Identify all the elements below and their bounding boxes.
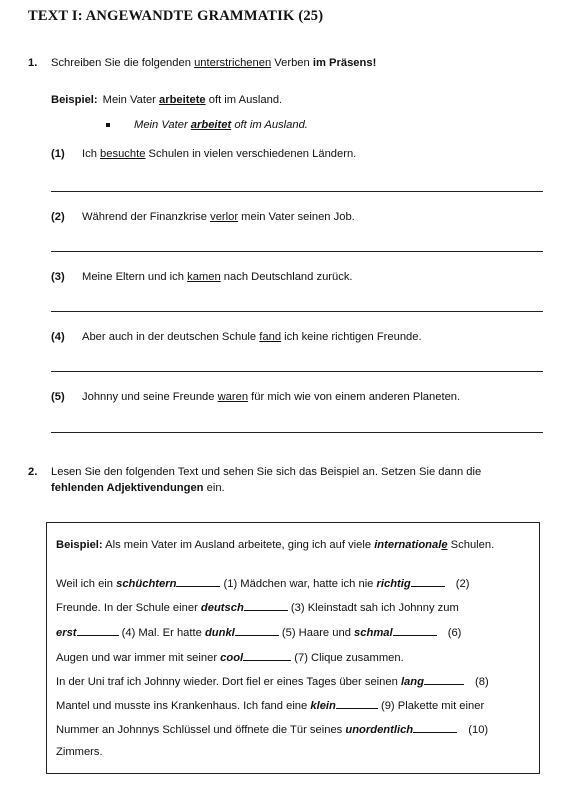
section-2-instruction-cont [51,482,225,494]
item-sentence [82,391,460,403]
ending-blank[interactable] [336,698,378,709]
item-text: Ich [82,148,101,160]
answer-line[interactable] [51,191,543,192]
cloze-line [56,600,459,614]
example-text: Schulen. [447,539,495,551]
item-text: Meine Eltern und ich [82,271,188,283]
instruction-bold: fehlenden Adjektivendungen [51,482,204,494]
box-example [56,539,494,551]
cloze-text: (2) [452,578,470,590]
section-1-number: 1. [28,57,38,69]
instruction-text: Schreiben Sie die folgenden [51,57,195,69]
cloze-text: Freunde. In der Schule einer [56,602,201,614]
adjective-stem: unordentlich [345,724,414,736]
instruction-text: ein. [203,482,225,494]
item-verb: verlor [210,211,239,223]
example-text: Als mein Vater im Ausland arbeitete, ging ich auf viele [102,539,375,551]
cloze-line [56,746,103,758]
section-2-instruction: Lesen Sie den folgenden Text und sehen Sie sich das Beispiel an. Setzen Sie dann die [51,466,482,478]
cloze-text: (8) [471,676,489,688]
item-text: nach Deutschland zurück. [220,271,353,283]
ending-blank[interactable] [176,576,220,587]
cloze-text: (3) Kleinstadt sah ich Johnny zum [287,602,459,614]
adjective-stem: schmal [354,627,393,639]
ending-blank[interactable] [424,674,464,685]
cloze-text-box [46,522,540,774]
answer-line[interactable] [51,371,543,372]
example-verb: arbeitete [159,94,206,106]
section-1-instruction [51,57,376,69]
item-text: Schulen in vielen verschiedenen Ländern. [145,148,357,160]
cloze-line [56,625,461,639]
ending-blank[interactable] [77,625,119,636]
cloze-line [56,722,488,736]
answer-verb: arbeitet [190,119,232,131]
item-number: (1) [51,148,65,160]
adjective-stem: schüchtern [116,578,177,590]
item-verb: kamen [187,271,221,283]
example-answer [134,119,308,131]
cloze-text: (4) Mal. Er hatte [118,627,205,639]
cloze-text: Mantel und musste ins Krankenhaus. Ich fand eine [56,700,311,712]
example-label: Beispiel: [56,539,103,551]
ending-blank[interactable] [393,625,437,636]
cloze-text: Weil ich ein [56,578,117,590]
adjective-stem: dunkl [204,627,235,639]
adjective-stem: deutsch [200,602,244,614]
cloze-text: Augen und war immer mit seiner [56,652,221,664]
bullet-icon [106,123,110,127]
item-sentence [82,331,422,343]
example-label: Beispiel: [51,94,98,106]
cloze-text: In der Uni traf ich Johnny wieder. Dort fiel er eines Tages über seinen [56,676,401,688]
adjective-stem: richtig [376,578,411,590]
item-text: Johnny und seine Freunde [82,391,218,403]
example-sentence [51,94,282,106]
cloze-text: (1) Mädchen war, hatte ich nie [220,578,377,590]
ending-blank[interactable] [411,576,445,587]
item-sentence [82,271,353,283]
section-2-number: 2. [28,466,38,478]
adjective-stem: lang [400,676,424,688]
ending-blank[interactable] [235,625,279,636]
answer-text: oft im Ausland. [231,119,308,131]
ending-blank[interactable] [243,650,291,661]
item-text: mein Vater seinen Job. [238,211,355,223]
adjective-stem: klein [310,700,336,712]
item-verb: besuchte [100,148,146,160]
ending-blank[interactable] [244,600,288,611]
answer-line[interactable] [51,432,543,433]
cloze-text: (6) [444,627,462,639]
cloze-text: (5) Haare und [278,627,355,639]
cloze-line [56,576,469,590]
answer-line[interactable] [51,251,543,252]
cloze-text: (9) Plakette mit einer [377,700,485,712]
item-number: (3) [51,271,65,283]
cloze-text: Zimmers. [56,746,103,758]
ending-blank[interactable] [413,722,457,733]
item-text: ich keine richtigen Freunde. [281,331,422,343]
example-ending: e [441,539,448,551]
item-verb: fand [259,331,282,343]
item-number: (5) [51,391,65,403]
item-number: (4) [51,331,65,343]
cloze-text: (7) Clique zusammen. [291,652,404,664]
cloze-text: Nummer an Johnnys Schlüssel und öffnete die Tür seines [56,724,346,736]
cloze-line [56,674,489,688]
cloze-line [56,698,484,712]
instruction-text: Verben [271,57,313,69]
item-text: Während der Finanzkrise [82,211,211,223]
item-sentence [82,211,355,223]
example-stem: international [374,539,442,551]
adjective-stem: erst [56,627,77,639]
adjective-stem: cool [220,652,244,664]
cloze-line [56,650,404,664]
item-verb: waren [217,391,249,403]
item-text: Aber auch in der deutschen Schule [82,331,260,343]
instruction-bold: im Präsens! [312,57,377,69]
item-text: für mich wie von einem anderen Planeten. [248,391,461,403]
example-text: oft im Ausland. [205,94,283,106]
example-text: Mein Vater [102,94,160,106]
answer-line[interactable] [51,311,543,312]
cloze-text: (10) [465,724,489,736]
answer-text: Mein Vater [134,119,191,131]
item-sentence [82,148,356,160]
instruction-underlined: unterstrichenen [194,57,272,69]
page-title: TEXT I: ANGEWANDTE GRAMMATIK (25) [28,8,324,24]
item-number: (2) [51,211,65,223]
